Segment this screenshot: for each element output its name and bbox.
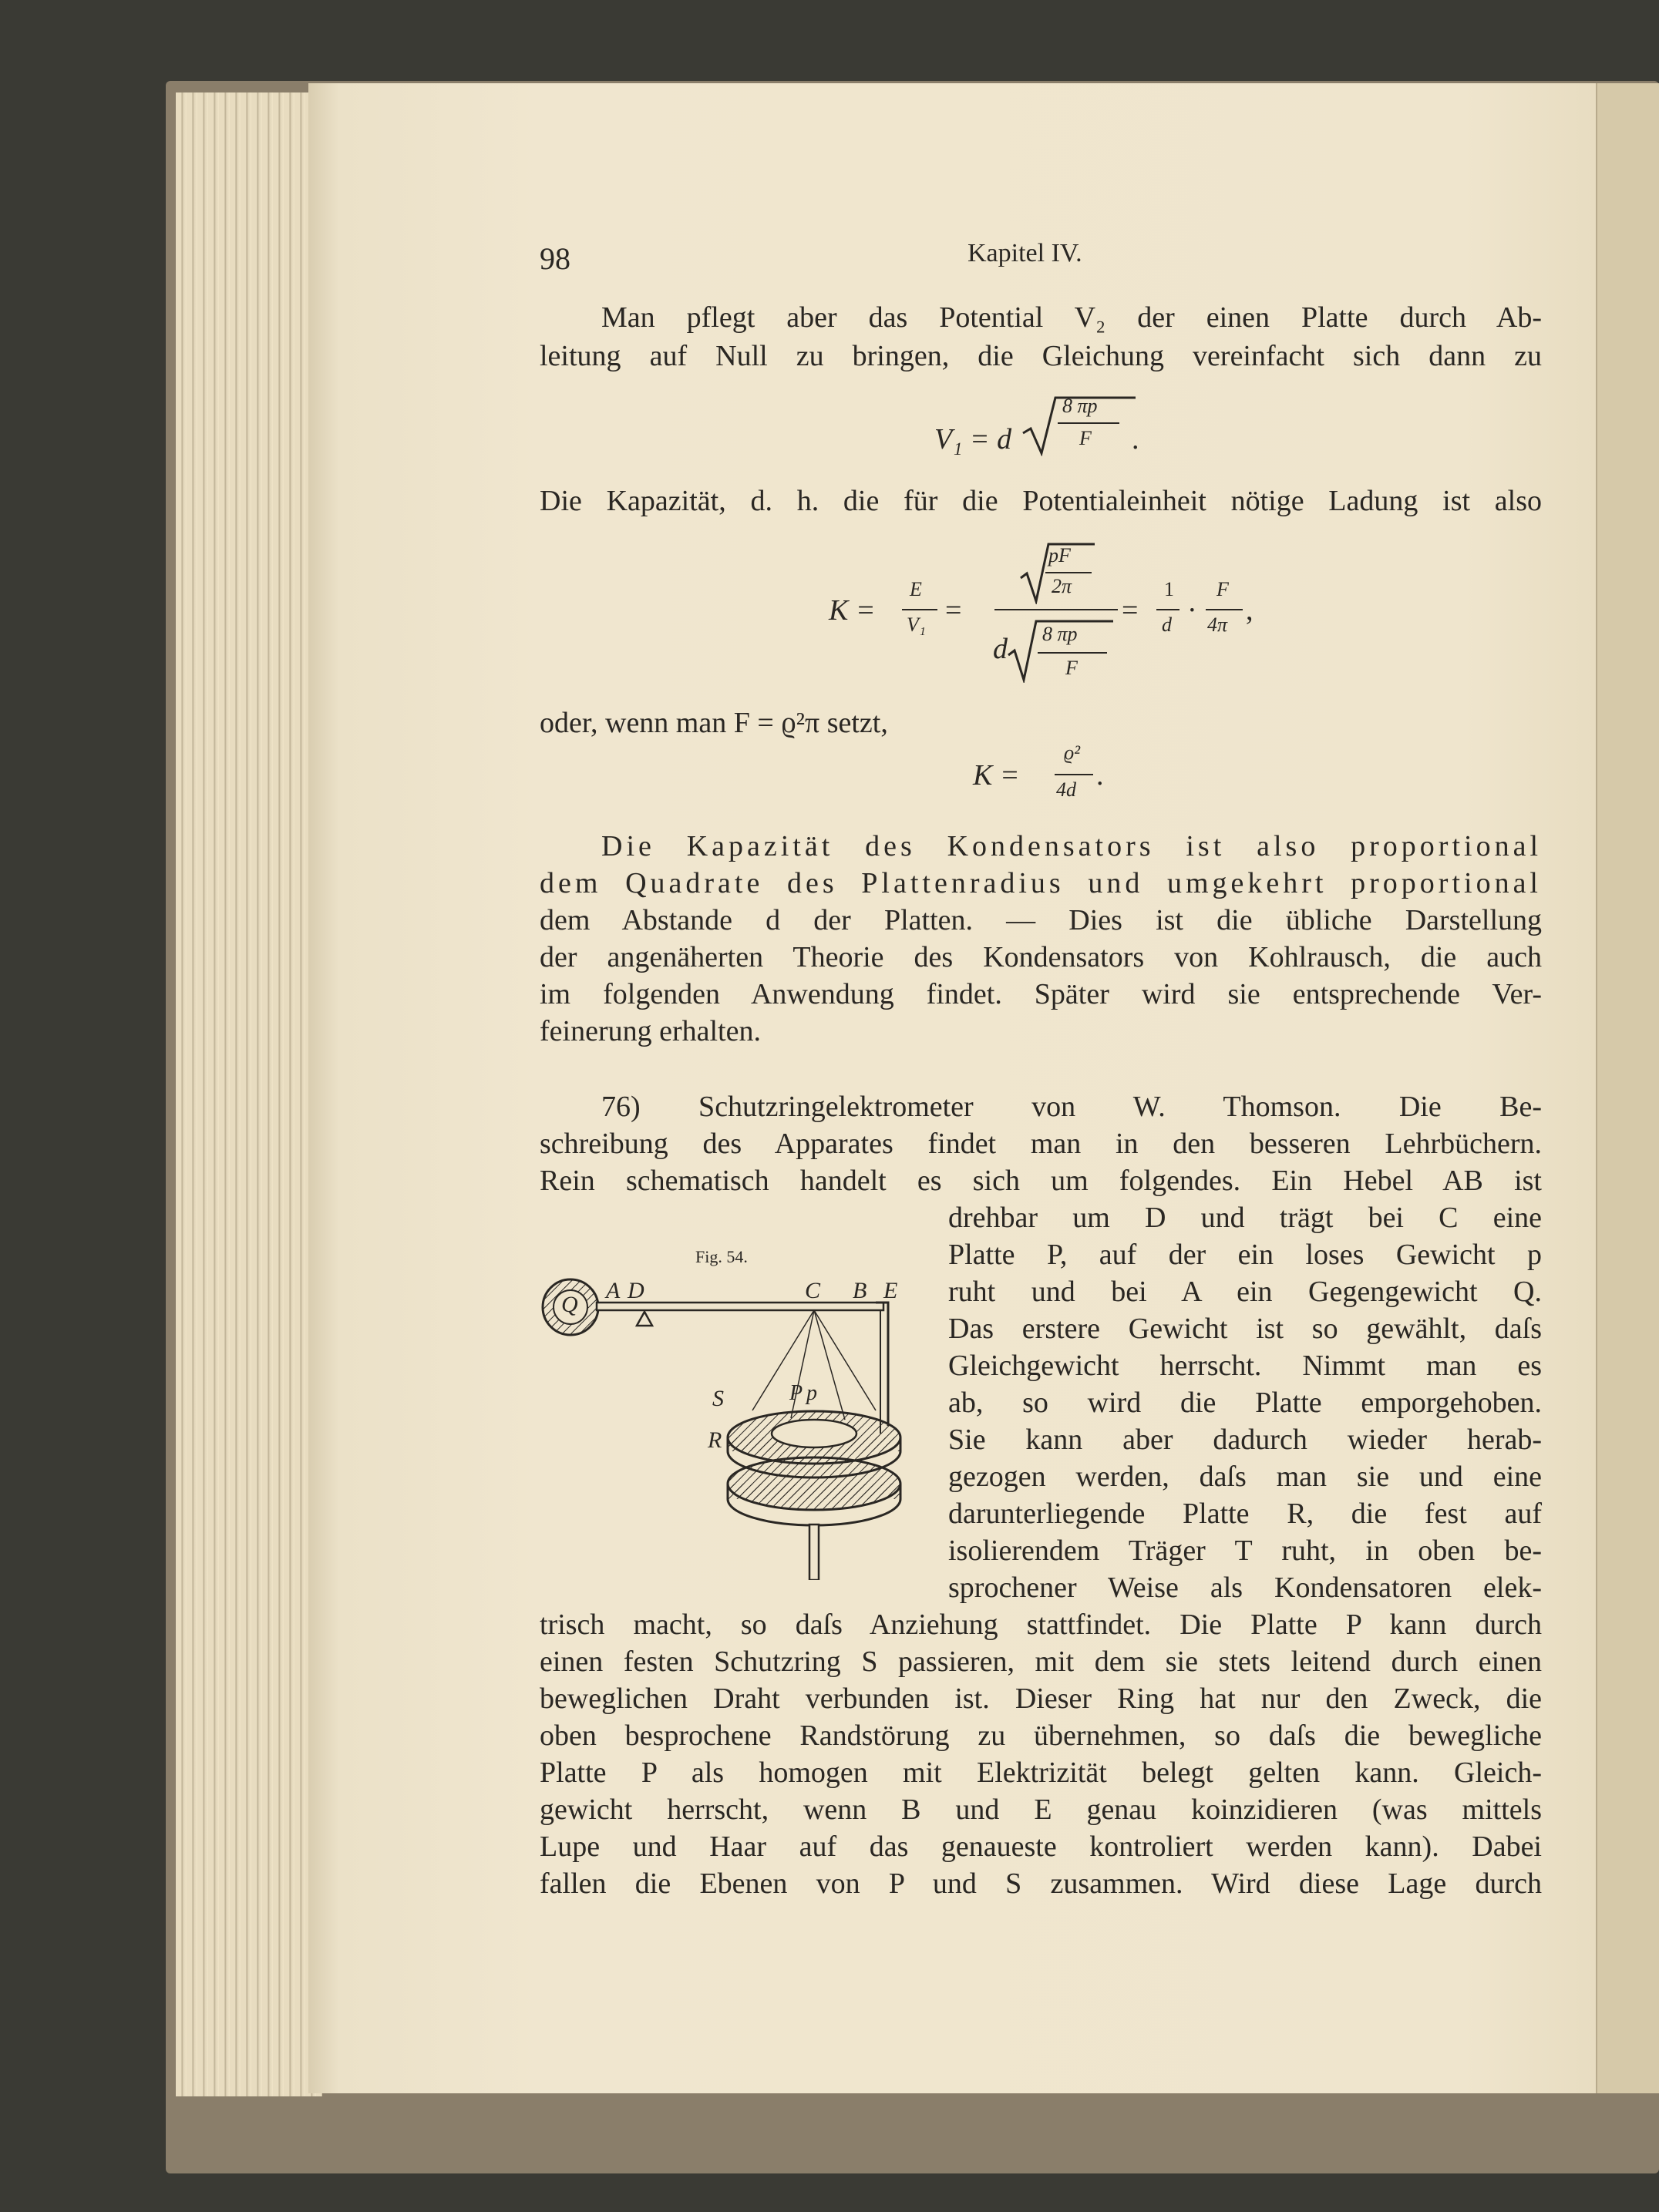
text-line: Rein schematisch handelt es sich um folgendes. Ein Hebel AB ist [540, 1165, 1542, 1197]
eq-denominator: 2π [1052, 575, 1072, 597]
text-line: Die Kapazität, d. h. die für die Potentialeinheit nötige Ladung ist also [540, 485, 1542, 517]
eq-denominator: F [1065, 657, 1078, 679]
fraction-bar [1045, 572, 1092, 573]
eq-text: = [945, 594, 962, 627]
eq-text: , [1246, 594, 1254, 627]
text-line: trisch macht, so daſs Anziehung stattfindet. Die Platte P kann durch [540, 1609, 1542, 1641]
text-line: 76) Schutzringelektrometer von W. Thomson. Die Be- [601, 1091, 1542, 1123]
eq-numerator: 8 πp [1062, 395, 1098, 417]
text-line: gezogen werden, daſs man sie und eine [948, 1461, 1542, 1493]
eq-text: K = [829, 594, 876, 627]
eq-denominator: V₁ [907, 614, 926, 636]
eq-denominator: 4d [1056, 778, 1076, 801]
text-line: gewicht herrscht, wenn B und E genau koinzidieren (was mittels [540, 1793, 1542, 1826]
text-line: dem Quadrate des Plattenradius und umgekehrt proportional [540, 867, 1542, 899]
eq-denominator: F [1079, 427, 1092, 449]
eq-text: · [1187, 594, 1197, 627]
figure-label: S [712, 1386, 724, 1411]
figure-label: P [789, 1381, 803, 1405]
text-line: darunterliegende Platte R, die fest auf [948, 1498, 1542, 1530]
figure-label: B [853, 1278, 867, 1303]
electrometer-figure [537, 1272, 922, 1580]
page-number: 98 [540, 241, 570, 276]
text-line: schreibung des Apparates findet man in den besseren Lehrbüchern. [540, 1128, 1542, 1160]
eq-denominator: 4π [1207, 614, 1228, 636]
text-line: Gleichgewicht herrscht. Nimmt man es [948, 1350, 1542, 1382]
eq-text: V₁ = d [934, 423, 1012, 456]
eq-numerator: F [1216, 578, 1229, 600]
text-line: Man pflegt aber das Potential V₂ der einen Platte durch Ab- [601, 301, 1542, 334]
eq-text: d [993, 633, 1008, 665]
text-line: Platte P, auf der ein loses Gewicht p [948, 1239, 1542, 1271]
text-line: ruht und bei A ein Gegengewicht Q. [948, 1276, 1542, 1308]
text-line: drehbar um D und trägt bei C eine [948, 1202, 1542, 1234]
fraction-bar [1038, 652, 1107, 654]
text-line: Das erstere Gewicht ist so gewählt, daſs [948, 1313, 1542, 1345]
eq-numerator: ϱ² [1064, 741, 1080, 764]
figure-caption: Fig. 54. [695, 1247, 748, 1266]
figure-label: Q [561, 1292, 578, 1317]
text-line: Sie kann aber dadurch wieder herab- [948, 1424, 1542, 1456]
pivot [637, 1312, 652, 1326]
main-fraction-bar [994, 609, 1118, 610]
figure-label: A [606, 1278, 621, 1303]
page-edges [176, 92, 322, 2096]
text-line: oben besprochene Randstörung zu übernehmen, so daſs die bewegliche [540, 1720, 1542, 1752]
eq-numerator: pF [1048, 544, 1071, 566]
fraction-bar [1055, 774, 1093, 775]
eq-text: . [1096, 759, 1104, 792]
eq-text: . [1132, 423, 1139, 456]
text-line: im folgenden Anwendung findet. Später wird sie entsprechende Ver- [540, 978, 1542, 1010]
text-line: oder, wenn man F = ϱ²π setzt, [540, 707, 888, 739]
eq-text: = [1122, 594, 1139, 627]
insulating-support [809, 1525, 819, 1580]
fraction-bar [1058, 422, 1119, 424]
text-line: isolierendem Träger T ruht, in oben be- [948, 1535, 1542, 1567]
text-line: leitung auf Null zu bringen, die Gleichung vereinfacht sich dann zu [540, 340, 1542, 372]
figure-label: p [806, 1381, 817, 1405]
running-title: Kapitel IV. [967, 239, 1082, 267]
figure-label: D [628, 1278, 644, 1303]
text-line: Die Kapazität des Kondensators ist also proportional [601, 830, 1542, 862]
movable-plate [772, 1420, 856, 1447]
figure-label: R [708, 1427, 722, 1453]
text-line: beweglichen Draht verbunden ist. Dieser Ring hat nur den Zweck, die [540, 1683, 1542, 1715]
text-line: sprochener Weise als Kondensatoren elek- [948, 1572, 1542, 1604]
text-line: ab, so wird die Platte emporgehoben. [948, 1387, 1542, 1419]
text-line: fallen die Ebenen von P und S zusammen. Wird diese Lage durch [540, 1867, 1542, 1900]
text-line: Lupe und Haar auf das genaueste kontroliert werden kann). Dabei [540, 1830, 1542, 1863]
text-line: Platte P als homogen mit Elektrizität belegt gelten kann. Gleich- [540, 1756, 1542, 1789]
text-line: feinerung erhalten. [540, 1015, 761, 1047]
figure-label: E [883, 1278, 898, 1303]
figure-label: C [805, 1278, 821, 1303]
eq-text: K = [973, 759, 1020, 792]
text-line: der angenäherten Theorie des Kondensators von Kohlrausch, die auch [540, 941, 1542, 973]
eq-numerator: 1 [1164, 578, 1174, 600]
eq-denominator: d [1162, 614, 1172, 636]
eq-numerator: 8 πp [1042, 623, 1078, 645]
fraction-bar [902, 609, 937, 610]
text-line: einen festen Schutzring S passieren, mit dem sie stets leitend durch einen [540, 1646, 1542, 1678]
fraction-bar [1206, 609, 1243, 610]
text-line: dem Abstande d der Platten. — Dies ist die übliche Darstellung [540, 904, 1542, 936]
fraction-bar [1156, 609, 1179, 610]
eq-numerator: E [910, 578, 922, 600]
facing-page-edge [1596, 83, 1659, 2093]
